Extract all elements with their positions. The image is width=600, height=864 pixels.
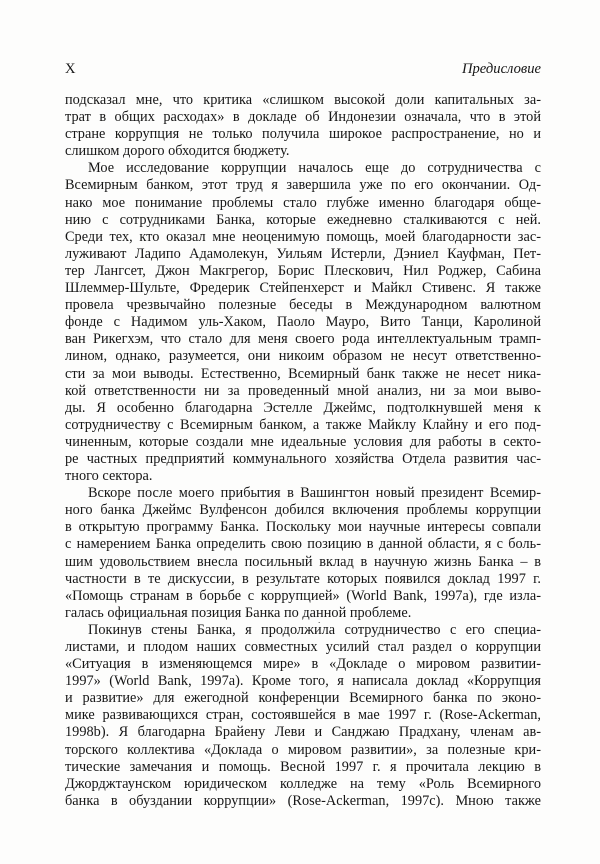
text-line: ван Рикегхэм, что стало для меня своего рода интеллектуальным трамп- bbox=[65, 331, 541, 348]
text-line: Покинув стены Банка, я продолжи́ла сотрудничество с его специа- bbox=[88, 621, 541, 638]
text-line: провела чрезвычайно полезные беседы в Международном валютном bbox=[65, 297, 541, 314]
text-line: стране коррупция не только получила широкое распространение, но и bbox=[65, 126, 541, 143]
text-line: тного сектора. bbox=[65, 468, 153, 485]
text-line: «Помощь странам в борьбе с коррупцией» (World Bank, 1997a), где изла- bbox=[65, 587, 541, 604]
paragraph bbox=[65, 485, 541, 622]
text-line: трат в общих расходах» в докладе об Индонезии означала, что в этой bbox=[65, 109, 541, 126]
text-line: галась официальная позиция Банка по данной проблеме. bbox=[65, 604, 412, 621]
paragraph bbox=[65, 622, 541, 810]
text-line: 1997» (World Bank, 1997a). Кроме того, я написала доклад «Коррупция bbox=[65, 673, 541, 690]
text-line: сотрудничеству с Всемирным банком, а также Майклу Клайну и его под- bbox=[65, 416, 541, 433]
text-line: луживают Ладипо Адамолекун, Уильям Истерли, Дэниел Кауфман, Пет- bbox=[65, 245, 541, 262]
text-line: Среди тех, кто оказал мне неоценимую помощь, моей благодарности зас- bbox=[65, 228, 541, 245]
text-line: с намерением Банка определить свою позицию в данной области, я с боль- bbox=[65, 536, 541, 553]
text-line: и развитие» для ежегодной конференции Всемирного банка по эконо- bbox=[65, 690, 541, 707]
text-line: 1998b). Я благодарна Брайену Леви и Санджаю Прадхану, членам ав- bbox=[65, 724, 541, 741]
text-line: торского коллектива «Доклада о мировом развитии», за полезные кри- bbox=[65, 741, 541, 758]
text-line: листами, и плодом наших совместных усилий стал раздел о коррупции bbox=[65, 639, 541, 655]
text-line: фонде с Надимом уль-Хаком, Паоло Мауро, Вито Танци, Каролиной bbox=[65, 314, 541, 331]
section-title: Предисловие bbox=[461, 61, 541, 77]
paragraph bbox=[65, 160, 541, 485]
text-line: в открытую программу Банка. Поскольку мои научные интересы совпали bbox=[65, 519, 541, 536]
text-line: ре частных предприятий коммунального хозяйства Отдела развития час- bbox=[65, 450, 541, 467]
text-line: слишком дорого обходится бюджету. bbox=[65, 143, 290, 160]
paragraph bbox=[65, 92, 541, 160]
text-line: мике развивающихся стран, состоявшейся в мае 1997 г. (Rose-Ackerman, bbox=[65, 707, 541, 724]
text-line: нако мое понимание проблемы стало глубже именно благодаря обще- bbox=[65, 194, 541, 211]
running-head bbox=[65, 61, 541, 78]
text-body bbox=[65, 92, 541, 810]
text-line: Всемирным банком, этот труд я завершила уже по его окончании. Од- bbox=[65, 177, 541, 194]
text-line: шим удовольствием внесла посильный вклад в научную жизнь Банка – в bbox=[65, 553, 541, 570]
text-line: ного банка Джеймс Вулфенсон добился включения проблемы коррупции bbox=[65, 502, 541, 519]
text-line: Шлеммер-Шульте, Фредерик Стейпенхерст и Майкл Стивенс. Я также bbox=[65, 280, 541, 297]
page-number: X bbox=[65, 61, 76, 77]
text-line: Вскоре после моего прибытия в Вашингтон новый президент Всемир- bbox=[88, 485, 541, 502]
text-line: Джорджтаунском юридическом колледже на тему «Роль Всемирного bbox=[65, 775, 541, 792]
text-line: ды. Я особенно благодарна Эстелле Джеймс, подтолкнувшей меня к bbox=[65, 399, 541, 416]
text-line: сти за мои выводы. Естественно, Всемирный банк также не несет ника- bbox=[65, 365, 541, 382]
text-line: тические замечания и помощь. Весной 1997 г. я прочитала лекцию в bbox=[65, 758, 541, 775]
text-line: тер Лангсет, Джон Макгрегор, Борис Плескович, Нил Роджер, Сабина bbox=[65, 262, 541, 279]
text-line: «Ситуация в изменяющемся мире» в «Докладе о мировом развитии- bbox=[65, 656, 541, 673]
text-line: кой ответственности ни за проведенный мной анализ, ни за мои выво- bbox=[65, 382, 541, 399]
text-line: нию с сотрудниками Банка, которые ежедневно сталкиваются с ней. bbox=[65, 211, 541, 228]
text-line: подсказал мне, что критика «слишком высокой доли капитальных за- bbox=[65, 92, 541, 108]
text-line: банка в обуздании коррупции» (Rose-Ackerman, 1997c). Мною также bbox=[65, 792, 541, 809]
page-content bbox=[65, 61, 541, 810]
text-line: лином, однако, разумеется, они никоим образом не несут ответственно- bbox=[65, 348, 541, 365]
text-line: Мое исследование коррупции началось еще до сотрудничества с bbox=[88, 160, 541, 177]
text-line: чиненным, которые создали мне идеальные условия для работы в секто- bbox=[65, 433, 541, 450]
text-line: частности в те дискуссии, в результате которых появился доклад 1997 г. bbox=[65, 570, 541, 587]
